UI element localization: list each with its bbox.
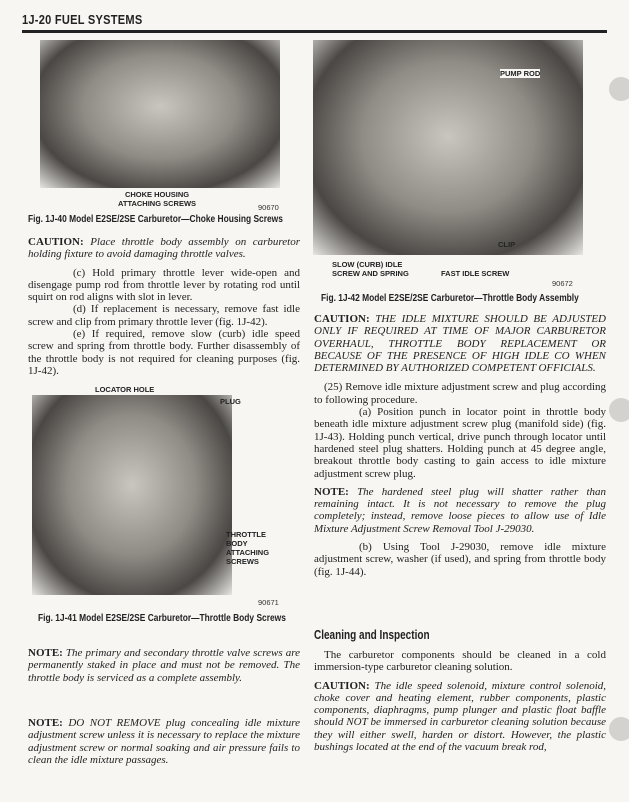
figure-1j-42-photo bbox=[313, 40, 583, 255]
fig42-slow-label: SLOW (CURB) IDLE SCREW AND SPRING bbox=[332, 260, 409, 278]
fig41-plug-label: PLUG bbox=[220, 397, 241, 406]
fig41-locator-label: LOCATOR HOLE bbox=[95, 385, 155, 394]
figure-1j-40-photo bbox=[40, 40, 280, 188]
section-heading: Cleaning and Inspection bbox=[314, 628, 430, 642]
left-text-top bbox=[28, 236, 300, 377]
fig42-number: 90672 bbox=[552, 279, 573, 288]
fig42-clip-label: CLIP bbox=[498, 240, 516, 249]
step-25: (25) Remove idle mixture adjustment screw and plug according to following procedure. bbox=[314, 381, 606, 406]
note-2 bbox=[28, 717, 300, 766]
note-1 bbox=[28, 647, 300, 684]
caution-text: The idle speed solenoid, mixture control solenoid, choke cover and heating element, rubber components, plastic components, diaphragms, pump plunger and plastic float baffle should NOT be immersed in carburetor cleaning solution because they will either swell, harden or distort. However, the plastic bushings located at the end of the vacuum break rod, bbox=[314, 679, 607, 754]
step-a: (a) Position punch in locator point in throttle body beneath idle mixture adjustment screw plug (manifold side) (fig. 1J-43). Holding punch vertical, drive punch through locator until hardened steel plug shatters. Holding punch at 45 degree angle, breakout throttle body casting to gain access to idle mixture adjustment screw plug. bbox=[314, 406, 606, 480]
caution-label: CAUTION: bbox=[314, 313, 370, 325]
note-text: The hardened steel plug will shatter rather than remaining intact. It is not necessary to remove the plug completely; instead, remove loose pieces to allow use of Idle Mixture Adjustment Screw Removal Tool J-29030. bbox=[314, 485, 607, 535]
header-rule bbox=[22, 30, 607, 33]
note-label: NOTE: bbox=[28, 717, 63, 729]
page-header: 1J-20 FUEL SYSTEMS bbox=[22, 12, 143, 27]
fig41-number: 90671 bbox=[258, 598, 279, 607]
note-text: The primary and secondary throttle valve screws are permanently staked in place and must not be removed. The throttle body is serviced as a complete assembly. bbox=[28, 647, 300, 684]
cleaning-text bbox=[314, 649, 606, 753]
binder-hole bbox=[609, 398, 629, 422]
note-text: DO NOT REMOVE plug concealing idle mixture adjustment screw unless it is necessary to replace the mixture adjustment screw or normal soaking and air pressure fails to clean the idle mixture passages. bbox=[28, 717, 301, 766]
caution-text: THE IDLE MIXTURE SHOULD BE ADJUSTED ONLY IF REQUIRED AT TIME OF MAJOR CARBURETOR OVERHAUL, THROTTLE BODY REPLACEMENT OR BECAUSE OF THE PRESENCE OF HIGH IDLE CO WHEN DETERMINED BY AUTHORIZED COMPETENT OFFICIALS. bbox=[314, 313, 606, 375]
caution-text: Place throttle body assembly on carburetor holding fixture to avoid damaging throttle valves. bbox=[28, 236, 301, 261]
fig42-fast-label: FAST IDLE SCREW bbox=[441, 269, 510, 278]
note-label: NOTE: bbox=[28, 647, 63, 659]
caution-label: CAUTION: bbox=[28, 236, 84, 248]
figure-1j-41-photo bbox=[32, 395, 232, 595]
fig40-label: CHOKE HOUSING ATTACHING SCREWS bbox=[118, 190, 197, 208]
fig41-caption: Fig. 1J-41 Model E2SE/2SE Carburetor—Throttle Body Screws bbox=[38, 612, 286, 624]
step-d: (d) If replacement is necessary, remove fast idle screw and clip from primary throttle lever (fig. 1J-42). bbox=[28, 303, 300, 328]
step-e: (e) If required, remove slow (curb) idle speed screw and spring from throttle body. Further disassembly of the throttle body is not required for cleaning purposes (fig. 1J-42). bbox=[28, 328, 300, 377]
binder-hole bbox=[609, 77, 629, 101]
binder-hole bbox=[609, 717, 629, 741]
fig42-pump-rod-label: PUMP ROD bbox=[500, 69, 541, 78]
fig41-screws-label: THROTTLE BODY ATTACHING SCREWS bbox=[226, 530, 270, 566]
cleaning-paragraph: The carburetor components should be cleaned in a cold immersion-type carburetor cleaning solution. bbox=[314, 649, 606, 674]
step-c: (c) Hold primary throttle lever wide-open and disengage pump rod from throttle lever by rotating rod until squirt on rod aligns with slot in lever. bbox=[28, 266, 300, 304]
step-b: (b) Using Tool J-29030, remove idle mixture adjustment screw, washer (if used), and spring from throttle body (fig. 1J-44). bbox=[314, 541, 606, 578]
fig40-number: 90670 bbox=[258, 203, 279, 212]
fig42-caption: Fig. 1J-42 Model E2SE/2SE Carburetor—Throttle Body Assembly bbox=[321, 292, 579, 304]
right-text bbox=[314, 313, 606, 578]
caution-label: CAUTION: bbox=[314, 679, 370, 692]
fig40-caption: Fig. 1J-40 Model E2SE/2SE Carburetor—Choke Housing Screws bbox=[28, 213, 283, 225]
note-label: NOTE: bbox=[314, 485, 349, 498]
